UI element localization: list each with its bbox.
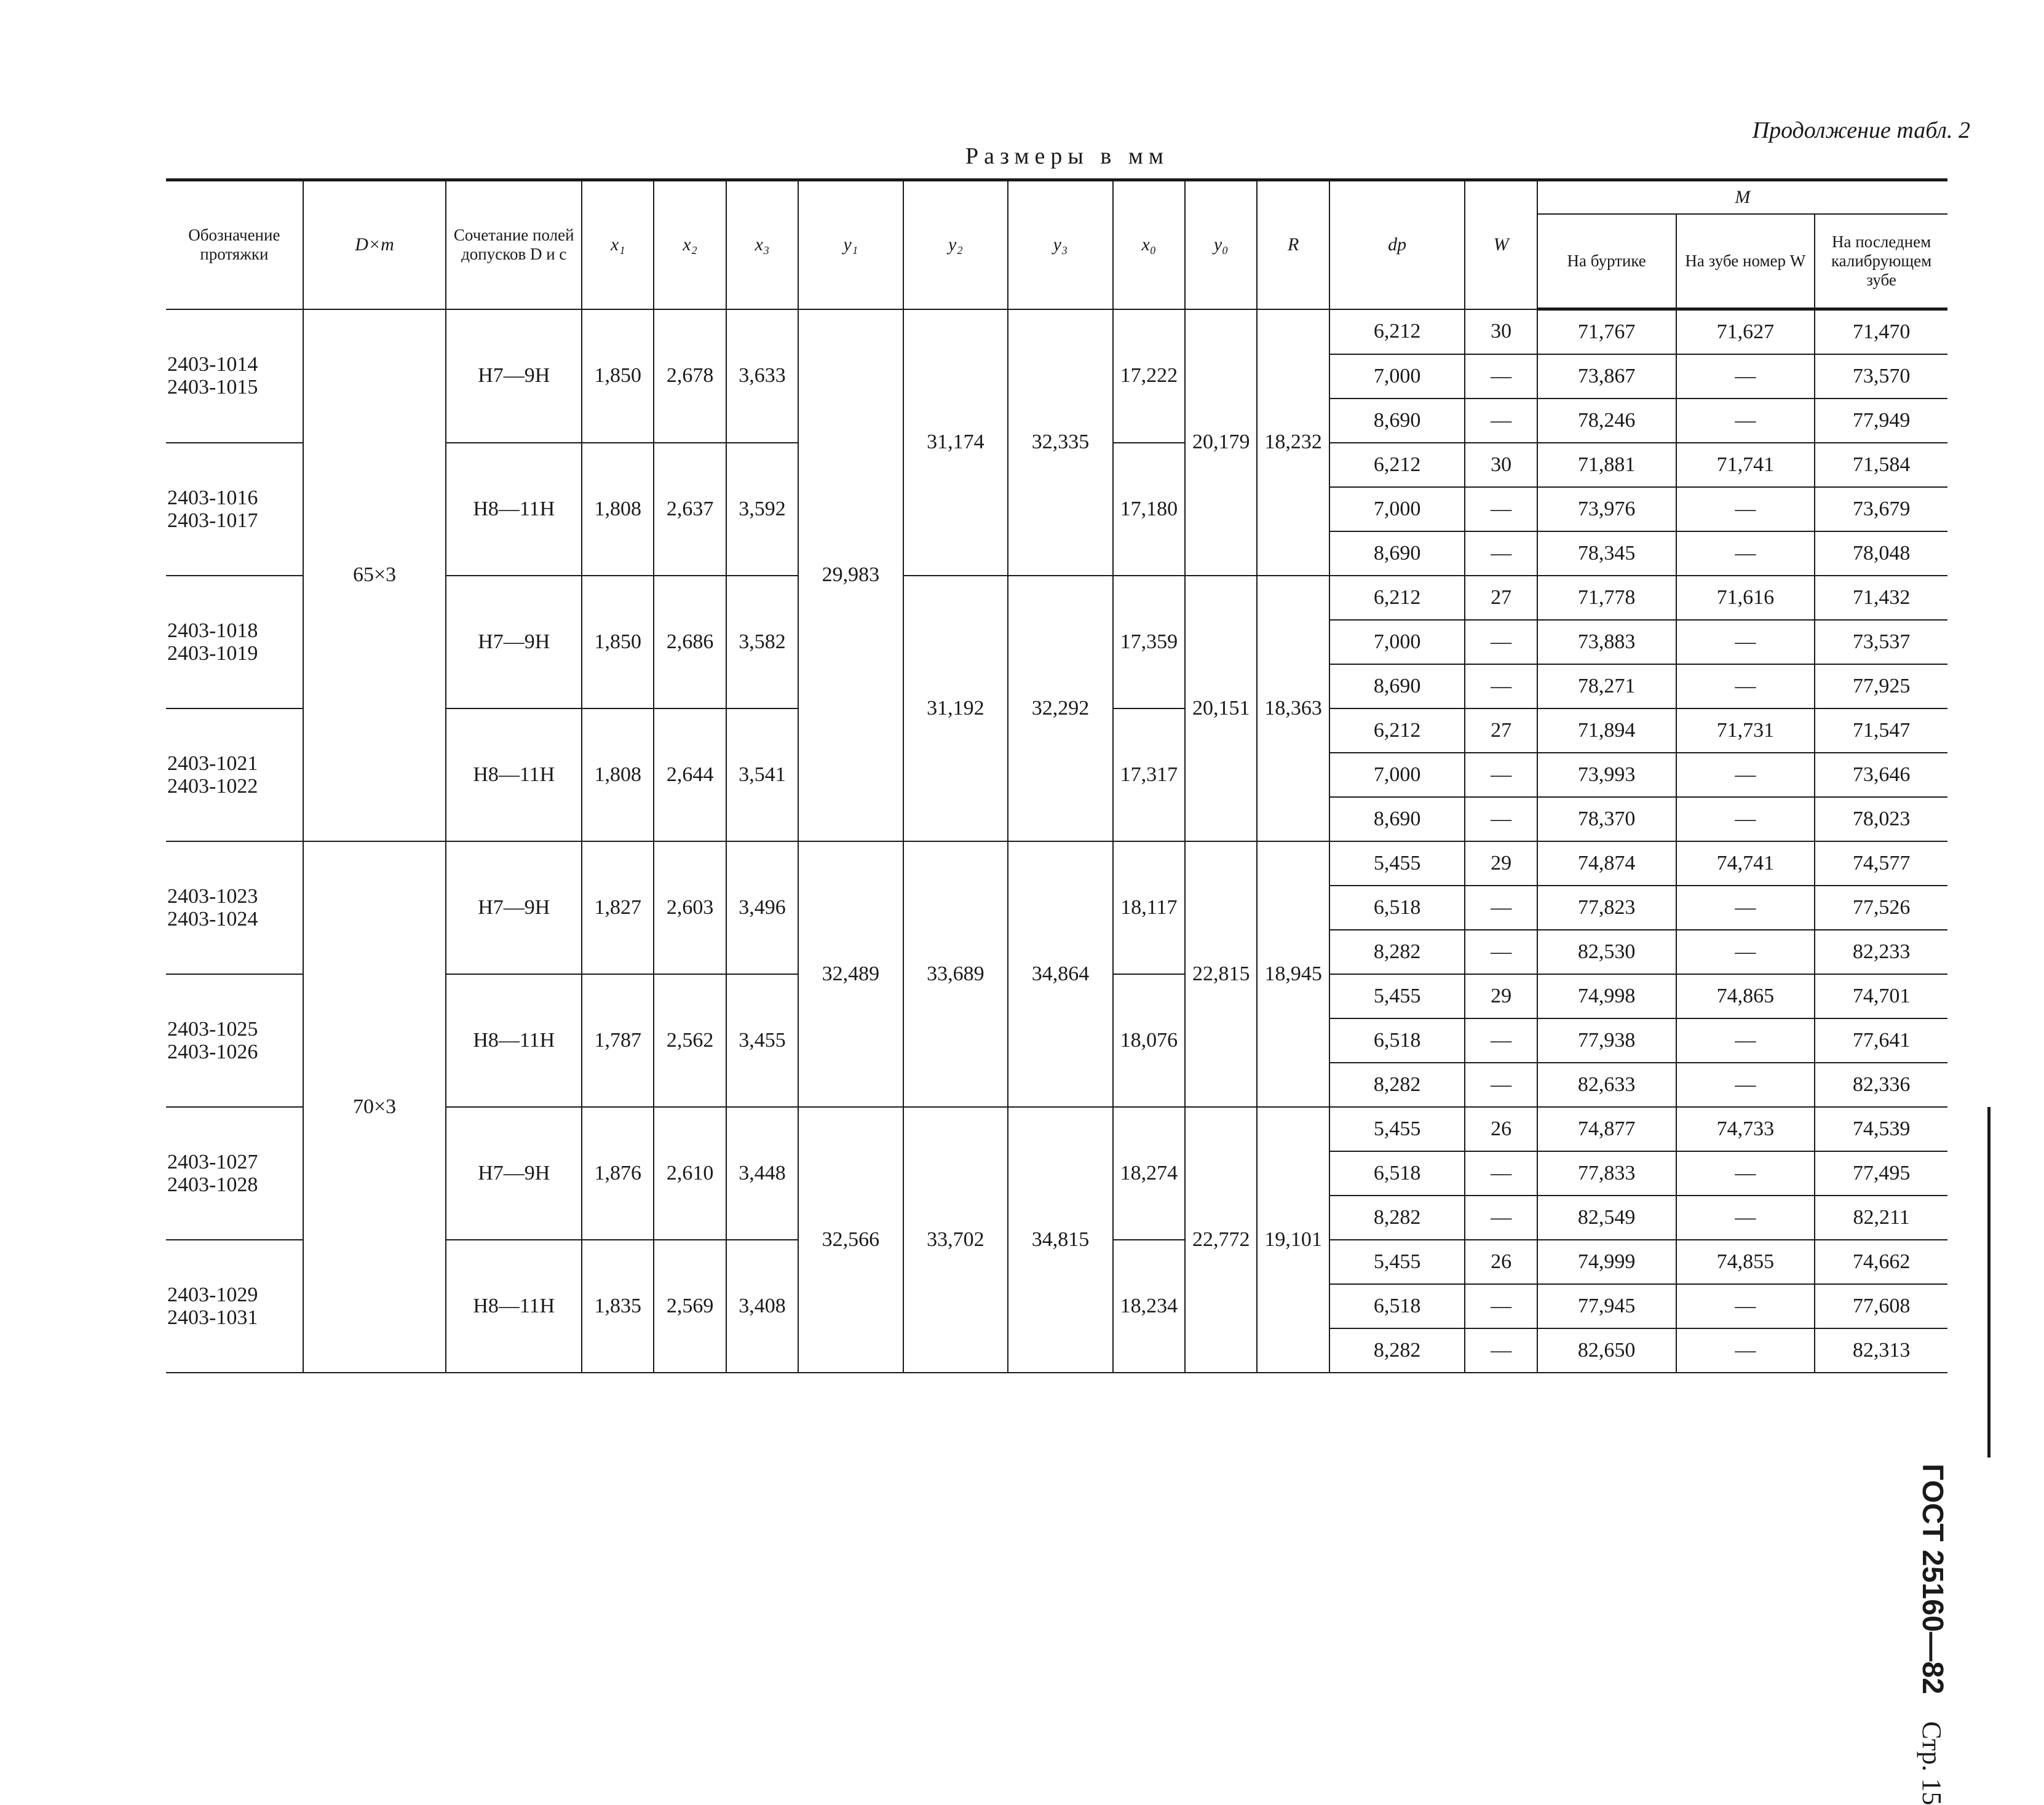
broach-code: 2403-1028 (167, 1173, 258, 1196)
x1-cell: 1,787 (582, 974, 654, 1107)
m-collar-cell: 82,650 (1537, 1328, 1676, 1373)
broach-code: 2403-1019 (167, 642, 258, 665)
m-last-cell: 77,949 (1815, 399, 1947, 443)
m-last-cell: 77,608 (1815, 1284, 1947, 1328)
col-m-collar: На буртике (1537, 214, 1676, 309)
y3-cell: 32,292 (1008, 576, 1113, 841)
m-tooth-cell: 74,865 (1676, 974, 1815, 1018)
w-cell: — (1465, 1196, 1537, 1240)
m-tooth-cell: — (1676, 399, 1815, 443)
m-tooth-cell: 71,627 (1676, 309, 1815, 355)
dp-cell: 6,518 (1329, 1151, 1465, 1196)
x3-cell: 3,496 (726, 841, 798, 974)
y2-cell: 33,689 (903, 841, 1008, 1107)
w-cell: — (1465, 1328, 1537, 1373)
table-continuation-label: Продолжение табл. 2 (1752, 117, 1970, 143)
m-tooth-cell: 74,733 (1676, 1107, 1815, 1151)
m-tooth-cell: 71,741 (1676, 443, 1815, 487)
R-cell: 18,363 (1257, 576, 1329, 841)
w-cell: — (1465, 531, 1537, 576)
tolerance-cell: H7—9H (446, 309, 582, 443)
R-cell: 19,101 (1257, 1107, 1329, 1373)
w-cell: 30 (1465, 309, 1537, 355)
x0-cell: 17,222 (1113, 309, 1185, 443)
dp-cell: 7,000 (1329, 487, 1465, 531)
x3-cell: 3,455 (726, 974, 798, 1107)
col-tolerance: Сочетание полей допусков D и c (446, 180, 582, 309)
w-cell: 27 (1465, 708, 1537, 753)
w-cell: 27 (1465, 576, 1537, 620)
table-row (166, 309, 1947, 355)
w-cell: 29 (1465, 974, 1537, 1018)
w-cell: — (1465, 753, 1537, 797)
m-collar-cell: 71,881 (1537, 443, 1676, 487)
w-cell: — (1465, 487, 1537, 531)
x0-cell: 17,180 (1113, 443, 1185, 576)
x1-cell: 1,808 (582, 708, 654, 841)
y3-cell: 34,864 (1008, 841, 1113, 1107)
m-last-cell: 77,925 (1815, 664, 1947, 708)
x3-cell: 3,408 (726, 1240, 798, 1373)
dp-cell: 6,518 (1329, 1018, 1465, 1063)
units-caption: Размеры в мм (965, 143, 1169, 169)
m-collar-cell: 71,894 (1537, 708, 1676, 753)
col-R: R (1257, 180, 1329, 309)
y0-cell: 20,151 (1185, 576, 1257, 841)
m-collar-cell: 73,867 (1537, 354, 1676, 399)
page-number: Стр. 15 (1917, 1721, 1947, 1805)
tolerance-cell: H7—9H (446, 841, 582, 974)
broach-code: 2403-1021 (167, 752, 258, 775)
tolerance-cell: H7—9H (446, 576, 582, 708)
m-last-cell: 74,701 (1815, 974, 1947, 1018)
x0-cell: 17,359 (1113, 576, 1185, 708)
col-dp: dp (1329, 180, 1465, 309)
y3-cell: 32,335 (1008, 309, 1113, 576)
m-last-cell: 77,526 (1815, 886, 1947, 930)
m-last-cell: 73,646 (1815, 753, 1947, 797)
m-tooth-cell: — (1676, 1196, 1815, 1240)
m-tooth-cell: — (1676, 1284, 1815, 1328)
w-cell: — (1465, 1284, 1537, 1328)
broach-code: 2403-1018 (167, 619, 258, 642)
y0-cell: 22,772 (1185, 1107, 1257, 1373)
dp-cell: 8,282 (1329, 1328, 1465, 1373)
w-cell: — (1465, 620, 1537, 664)
x3-cell: 3,582 (726, 576, 798, 708)
dp-cell: 6,212 (1329, 443, 1465, 487)
y0-cell: 20,179 (1185, 309, 1257, 576)
w-cell: 29 (1465, 841, 1537, 886)
dp-cell: 8,690 (1329, 531, 1465, 576)
broach-code: 2403-1025 (167, 1017, 258, 1041)
broach-code: 2403-1027 (167, 1150, 258, 1173)
col-x3: x₃ (726, 180, 798, 309)
w-cell: — (1465, 930, 1537, 974)
designation-cell (166, 1107, 303, 1240)
y3-cell: 34,815 (1008, 1107, 1113, 1373)
dp-cell: 6,212 (1329, 708, 1465, 753)
table-row (166, 841, 1947, 886)
dp-cell: 5,455 (1329, 1107, 1465, 1151)
dp-cell: 8,690 (1329, 399, 1465, 443)
col-y2: y₂ (903, 180, 1008, 309)
x1-cell: 1,827 (582, 841, 654, 974)
m-collar-cell: 82,530 (1537, 930, 1676, 974)
m-tooth-cell: — (1676, 1151, 1815, 1196)
m-last-cell: 74,539 (1815, 1107, 1947, 1151)
x3-cell: 3,541 (726, 708, 798, 841)
m-last-cell: 78,048 (1815, 531, 1947, 576)
designation-cell (166, 1240, 303, 1373)
col-x2: x₂ (654, 180, 726, 309)
tolerance-cell: H8—11H (446, 974, 582, 1107)
w-cell: 26 (1465, 1107, 1537, 1151)
broach-code: 2403-1026 (167, 1041, 258, 1063)
x2-cell: 2,637 (654, 443, 726, 576)
y1-cell: 32,489 (798, 841, 903, 1107)
col-x0: x₀ (1113, 180, 1185, 309)
m-last-cell: 77,495 (1815, 1151, 1947, 1196)
y2-cell: 33,702 (903, 1107, 1008, 1373)
page-sidebar (1916, 1095, 1998, 1805)
m-tooth-cell: — (1676, 1328, 1815, 1373)
w-cell: — (1465, 886, 1537, 930)
w-cell: — (1465, 664, 1537, 708)
x3-cell: 3,633 (726, 309, 798, 443)
dp-cell: 7,000 (1329, 620, 1465, 664)
m-last-cell: 74,662 (1815, 1240, 1947, 1284)
m-collar-cell: 82,633 (1537, 1063, 1676, 1107)
R-cell: 18,232 (1257, 309, 1329, 576)
m-last-cell: 71,432 (1815, 576, 1947, 620)
m-collar-cell: 73,976 (1537, 487, 1676, 531)
col-m-tooth: На зубе номер W (1676, 214, 1815, 309)
col-M: M (1537, 180, 1947, 214)
m-tooth-cell: — (1676, 487, 1815, 531)
w-cell: — (1465, 1063, 1537, 1107)
dp-cell: 6,518 (1329, 886, 1465, 930)
m-last-cell: 74,577 (1815, 841, 1947, 886)
broach-code: 2403-1015 (167, 376, 258, 399)
x2-cell: 2,569 (654, 1240, 726, 1373)
w-cell: — (1465, 354, 1537, 399)
col-designation: Обозначение протяжки (166, 180, 303, 309)
designation-cell (166, 309, 303, 443)
m-collar-cell: 82,549 (1537, 1196, 1676, 1240)
x1-cell: 1,850 (582, 309, 654, 443)
m-tooth-cell: — (1676, 753, 1815, 797)
m-collar-cell: 78,246 (1537, 399, 1676, 443)
x0-cell: 18,274 (1113, 1107, 1185, 1240)
tolerance-cell: H8—11H (446, 1240, 582, 1373)
m-last-cell: 82,233 (1815, 930, 1947, 974)
m-collar-cell: 77,938 (1537, 1018, 1676, 1063)
m-tooth-cell: — (1676, 1018, 1815, 1063)
m-collar-cell: 78,370 (1537, 797, 1676, 841)
m-tooth-cell: 71,616 (1676, 576, 1815, 620)
m-collar-cell: 78,345 (1537, 531, 1676, 576)
m-collar-cell: 71,778 (1537, 576, 1676, 620)
broach-code: 2403-1022 (167, 775, 258, 798)
x3-cell: 3,592 (726, 443, 798, 576)
dp-cell: 8,282 (1329, 1196, 1465, 1240)
m-collar-cell: 74,874 (1537, 841, 1676, 886)
dp-cell: 6,518 (1329, 1284, 1465, 1328)
y2-cell: 31,192 (903, 576, 1008, 841)
gost-number: ГОСТ 25160—82 (1916, 1464, 1949, 1694)
m-collar-cell: 73,883 (1537, 620, 1676, 664)
m-collar-cell: 71,767 (1537, 309, 1676, 355)
broach-code: 2403-1023 (167, 884, 258, 908)
x2-cell: 2,562 (654, 974, 726, 1107)
dp-cell: 8,282 (1329, 1063, 1465, 1107)
x0-cell: 18,117 (1113, 841, 1185, 974)
dp-cell: 5,455 (1329, 841, 1465, 886)
m-collar-cell: 77,945 (1537, 1284, 1676, 1328)
broach-code: 2403-1031 (167, 1306, 258, 1329)
dp-cell: 6,212 (1329, 309, 1465, 355)
x0-cell: 17,317 (1113, 708, 1185, 841)
m-collar-cell: 74,998 (1537, 974, 1676, 1018)
x1-cell: 1,850 (582, 576, 654, 708)
m-tooth-cell: 74,855 (1676, 1240, 1815, 1284)
y1-cell: 32,566 (798, 1107, 903, 1373)
dp-cell: 5,455 (1329, 1240, 1465, 1284)
m-last-cell: 82,336 (1815, 1063, 1947, 1107)
y2-cell: 31,174 (903, 309, 1008, 576)
designation-cell (166, 443, 303, 576)
m-tooth-cell: — (1676, 797, 1815, 841)
x1-cell: 1,808 (582, 443, 654, 576)
tolerance-cell: H7—9H (446, 1107, 582, 1240)
designation-cell (166, 974, 303, 1107)
dp-cell: 6,212 (1329, 576, 1465, 620)
broach-code: 2403-1016 (167, 486, 258, 509)
x3-cell: 3,448 (726, 1107, 798, 1240)
x2-cell: 2,644 (654, 708, 726, 841)
dp-cell: 7,000 (1329, 753, 1465, 797)
col-y3: y₃ (1008, 180, 1113, 309)
m-collar-cell: 73,993 (1537, 753, 1676, 797)
col-m-last: На последнем калибрующем зубе (1815, 214, 1947, 309)
m-collar-cell: 77,833 (1537, 1151, 1676, 1196)
m-collar-cell: 74,999 (1537, 1240, 1676, 1284)
m-last-cell: 71,470 (1815, 309, 1947, 355)
y0-cell: 22,815 (1185, 841, 1257, 1107)
x0-cell: 18,076 (1113, 974, 1185, 1107)
m-tooth-cell: — (1676, 531, 1815, 576)
m-collar-cell: 74,877 (1537, 1107, 1676, 1151)
R-cell: 18,945 (1257, 841, 1329, 1107)
dxm-cell: 70×3 (303, 841, 446, 1373)
col-dxm: D×m (303, 180, 446, 309)
x2-cell: 2,678 (654, 309, 726, 443)
broach-code: 2403-1029 (167, 1283, 258, 1306)
m-tooth-cell: — (1676, 354, 1815, 399)
designation-cell (166, 576, 303, 708)
w-cell: — (1465, 399, 1537, 443)
m-tooth-cell: — (1676, 930, 1815, 974)
m-tooth-cell: — (1676, 886, 1815, 930)
m-last-cell: 73,570 (1815, 354, 1947, 399)
x2-cell: 2,603 (654, 841, 726, 974)
broach-code: 2403-1024 (167, 908, 258, 930)
m-tooth-cell: — (1676, 1063, 1815, 1107)
m-collar-cell: 78,271 (1537, 664, 1676, 708)
designation-cell (166, 841, 303, 974)
tolerance-cell: H8—11H (446, 708, 582, 841)
dp-cell: 8,690 (1329, 797, 1465, 841)
w-cell: — (1465, 1151, 1537, 1196)
w-cell: — (1465, 797, 1537, 841)
m-last-cell: 71,584 (1815, 443, 1947, 487)
tolerance-cell: H8—11H (446, 443, 582, 576)
x2-cell: 2,686 (654, 576, 726, 708)
x2-cell: 2,610 (654, 1107, 726, 1240)
m-tooth-cell: 74,741 (1676, 841, 1815, 886)
w-cell: 30 (1465, 443, 1537, 487)
m-last-cell: 77,641 (1815, 1018, 1947, 1063)
dp-cell: 8,690 (1329, 664, 1465, 708)
col-y1: y₁ (798, 180, 903, 309)
col-y0: y₀ (1185, 180, 1257, 309)
x1-cell: 1,835 (582, 1240, 654, 1373)
dp-cell: 8,282 (1329, 930, 1465, 974)
m-last-cell: 71,547 (1815, 708, 1947, 753)
m-last-cell: 78,023 (1815, 797, 1947, 841)
y1-cell: 29,983 (798, 309, 903, 842)
m-tooth-cell: — (1676, 664, 1815, 708)
m-last-cell: 82,211 (1815, 1196, 1947, 1240)
dxm-cell: 65×3 (303, 309, 446, 842)
broach-code: 2403-1017 (167, 509, 258, 532)
dp-cell: 7,000 (1329, 354, 1465, 399)
m-last-cell: 73,679 (1815, 487, 1947, 531)
col-W: W (1465, 180, 1537, 309)
x0-cell: 18,234 (1113, 1240, 1185, 1373)
x1-cell: 1,876 (582, 1107, 654, 1240)
m-last-cell: 73,537 (1815, 620, 1947, 664)
m-tooth-cell: 71,731 (1676, 708, 1815, 753)
w-cell: 26 (1465, 1240, 1537, 1284)
w-cell: — (1465, 1018, 1537, 1063)
designation-cell (166, 708, 303, 841)
m-last-cell: 82,313 (1815, 1328, 1947, 1373)
dp-cell: 5,455 (1329, 974, 1465, 1018)
m-collar-cell: 77,823 (1537, 886, 1676, 930)
broach-dimensions-table (166, 178, 1947, 1373)
broach-code: 2403-1014 (167, 352, 258, 376)
table-body (166, 309, 1947, 1373)
m-tooth-cell: — (1676, 620, 1815, 664)
col-x1: x₁ (582, 180, 654, 309)
